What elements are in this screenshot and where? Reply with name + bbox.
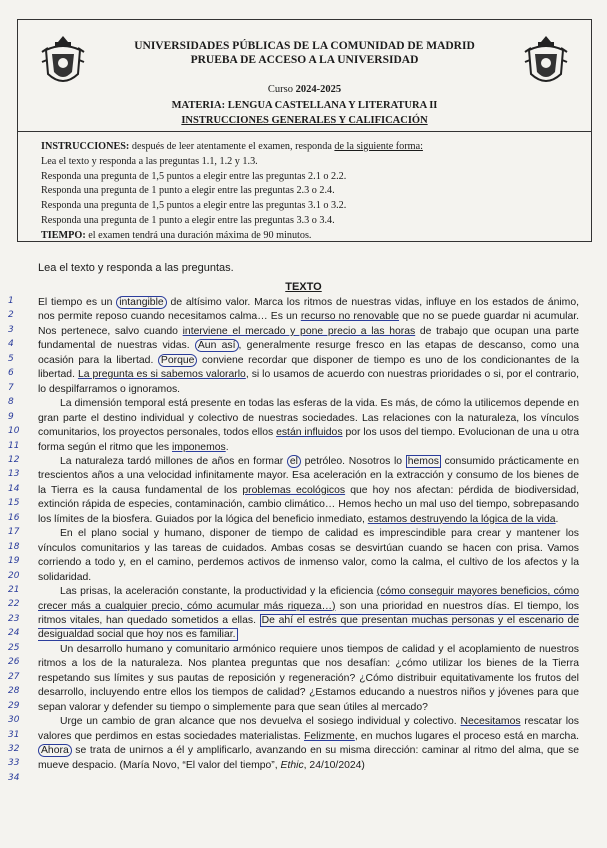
margin-line-number: 12 xyxy=(8,454,20,465)
margin-line-number: 4 xyxy=(8,339,14,350)
subject-title: MATERIA: LENGUA CASTELLANA Y LITERATURA II xyxy=(171,100,438,111)
margin-line-number: 28 xyxy=(8,686,20,697)
instruction-line: Responda una pregunta de 1 punto a elegir entre las preguntas 2.3 o 2.4. xyxy=(41,185,335,197)
margin-line-number: 8 xyxy=(8,397,14,408)
paragraph: La dimensión temporal está presente en todas las esferas de la vida. Es más, de cómo la utilicemos depende en gran parte el destino individual y colectivo de nuestras sociedades. Las relaciones con la naturaleza, los vínculos comunitarios, los proyectos personales, todos ellos están influidos por los usos del tiempo. Evolucionan de una u otra forma según el ritmo que les imponemos. xyxy=(38,398,579,453)
instructions-intro: INSTRUCCIONES: después de leer atentamente el examen, responda de la siguiente forma: xyxy=(41,141,423,152)
margin-line-number: 27 xyxy=(8,671,20,682)
instruction-line: Lea el texto y responda a las preguntas 1.1, 1.2 y 1.3. xyxy=(41,155,258,167)
margin-line-number: 13 xyxy=(8,469,20,480)
margin-line-number: 10 xyxy=(8,426,20,437)
margin-line-number: 2 xyxy=(8,310,14,321)
margin-line-number: 14 xyxy=(8,483,20,494)
margin-line-number: 5 xyxy=(8,353,14,364)
margin-line-number: 21 xyxy=(8,585,20,595)
time-line: TIEMPO: el examen tendrá una duración máxima de 90 minutos. xyxy=(41,229,312,241)
margin-line-number: 25 xyxy=(8,642,20,653)
reading-instruction: Lea el texto y responda a las preguntas. xyxy=(38,262,234,274)
course-line: Curso 2024-2025 xyxy=(267,84,342,95)
instruction-line: Responda una pregunta de 1,5 puntos a elegir entre las preguntas 3.1 o 3.2. xyxy=(41,200,347,212)
margin-line-number: 17 xyxy=(8,527,20,538)
margin-line-number: 3 xyxy=(8,324,14,335)
margin-line-number: 30 xyxy=(8,715,20,726)
margin-line-number: 23 xyxy=(8,613,20,624)
margin-line-number: 18 xyxy=(8,541,20,552)
paragraph: La naturaleza tardó millones de años en formar el petróleo. Nosotros lo hemos consumido prácticamente en trescientos años a una velocidad infinitamente mayor. Esa aceleración en la extracción y consumo de los bienes de la Tierra es la causa fundamental de los problemas ecológicos que hoy nos afectan: pérdida de biodiversidad, extinción rápida de especies, contaminación, cambio climático… Hemos hecho un mal uso del tiempo, sobrepasando los límites de la biosfera. Guiados por la lógica del beneficio inmediato, estamos destruyendo la lógica de la vida. xyxy=(38,455,580,525)
article-text xyxy=(38,296,579,773)
margin-line-number: 6 xyxy=(8,368,14,379)
margin-line-number: 20 xyxy=(8,570,20,581)
paragraph: Las prisas, la aceleración constante, la productividad y la eficiencia (cómo conseguir mayores beneficios, cómo crecer más a cualquier precio, cómo acumular más riqueza…) son una prioridad en nuestros días. El tiempo, los ritmos vitales, han quedado sometidos a ellas. De ahí el estrés que presentan muchas personas y el escenario de desigualdad social que hoy nos es familiar. xyxy=(38,586,579,641)
margin-line-number: 34 xyxy=(8,772,20,783)
margin-line-number: 31 xyxy=(8,729,20,740)
paragraph: Un desarrollo humano y comunitario armónico requiere unos tiempos de calidad y el acoplamiento de nuestros ritmos a los de la naturaleza. Nos plantea preguntas que nos desafían: ¿cómo utilizar los bienes de la Tierra respetando sus límites y sus pautas de reposición y regeneración? ¿Cómo distribuir equitativamente los frutos del desarrollo, incluyendo entre ellos los tiempos de calidad? ¿Estamos educando a nuestros niños y jóvenes para que sepan valorar y defender su tiempo o simplemente para que sean útiles al mercado? xyxy=(38,643,579,713)
paragraph: El tiempo es un intangible de altísimo valor. Marca los ritmos de nuestras vidas, influye en los estados de ánimo, nos permite reposo cuando necesitamos calma… Es un recurso no renovable que no se puede guardar ni acumular. Nos pertenece, salvo cuando interviene el mercado y pone precio a las horas de trabajo que ocupan una parte fundamental de nuestras vidas. Aun así , generalmente resurge fresco en las etapas de descanso, como una ocasión para la libertad. Porque conviene recordar que disponer de tiempo es uno de los condicionantes de la libertad. La pregunta es si sabemos valorarlo, si lo usamos de acuerdo con nuestras prioridades o si, por el contrario, lo despilfarramos o ignoramos. xyxy=(38,297,579,395)
margin-line-number: 32 xyxy=(8,743,20,754)
margin-line-number: 16 xyxy=(8,512,20,523)
instruction-line: Responda una pregunta de 1,5 puntos a elegir entre las preguntas 2.1 o 2.2. xyxy=(41,170,347,182)
paragraph: Urge un cambio de gran alcance que nos devuelva el sosiego individual y colectivo. Necesitamos rescatar los valores que perdimos en estas sociedades materialistas. Felizmente, en muchos lugares el proceso está en marcha. Ahora se trata de unirnos a él y amplificarlo, avanzando en su misma dirección: caminar al ritmo del alma, que se mueve despacio. (María Novo, “El valor del tiempo”, Ethic, 24/10/2024) xyxy=(38,716,579,771)
instruction-line: Responda una pregunta de 1 punto a elegir entre las preguntas 3.3 o 3.4. xyxy=(41,214,335,226)
instructions-box xyxy=(17,132,592,242)
exam-header xyxy=(17,19,592,132)
margin-line-number: 9 xyxy=(8,411,14,422)
exam-name: PRUEBA DE ACCESO A LA UNIVERSIDAD xyxy=(190,54,419,66)
margin-line-number: 33 xyxy=(8,758,20,769)
margin-line-number: 15 xyxy=(8,498,20,509)
margin-line-number: 29 xyxy=(8,700,20,711)
instructions-heading: INSTRUCCIONES GENERALES Y CALIFICACIÓN xyxy=(181,115,428,126)
margin-line-number: 22 xyxy=(8,599,20,610)
margin-line-number: 19 xyxy=(8,556,20,567)
text-title: TEXTO xyxy=(285,281,322,293)
margin-line-number: 26 xyxy=(8,657,20,668)
university-name: UNIVERSIDADES PÚBLICAS DE LA COMUNIDAD DE MADRID xyxy=(134,40,475,52)
margin-line-number: 7 xyxy=(8,382,14,393)
margin-line-number: 24 xyxy=(8,628,20,639)
margin-line-number: 1 xyxy=(8,296,14,306)
margin-line-number: 11 xyxy=(8,440,20,451)
paragraph: En el plano social y humano, disponer de tiempo de calidad es imprescindible para crear y mantener los vínculos comunitarios y las tareas de cuidados. Ambas cosas se desvirtúan cuando se hacen con prisa. Vamos corriendo a todo y, en el camino, perdemos activos de inmenso valor, como la calma, el cultivo de los afectos y la solidaridad. xyxy=(38,528,579,583)
